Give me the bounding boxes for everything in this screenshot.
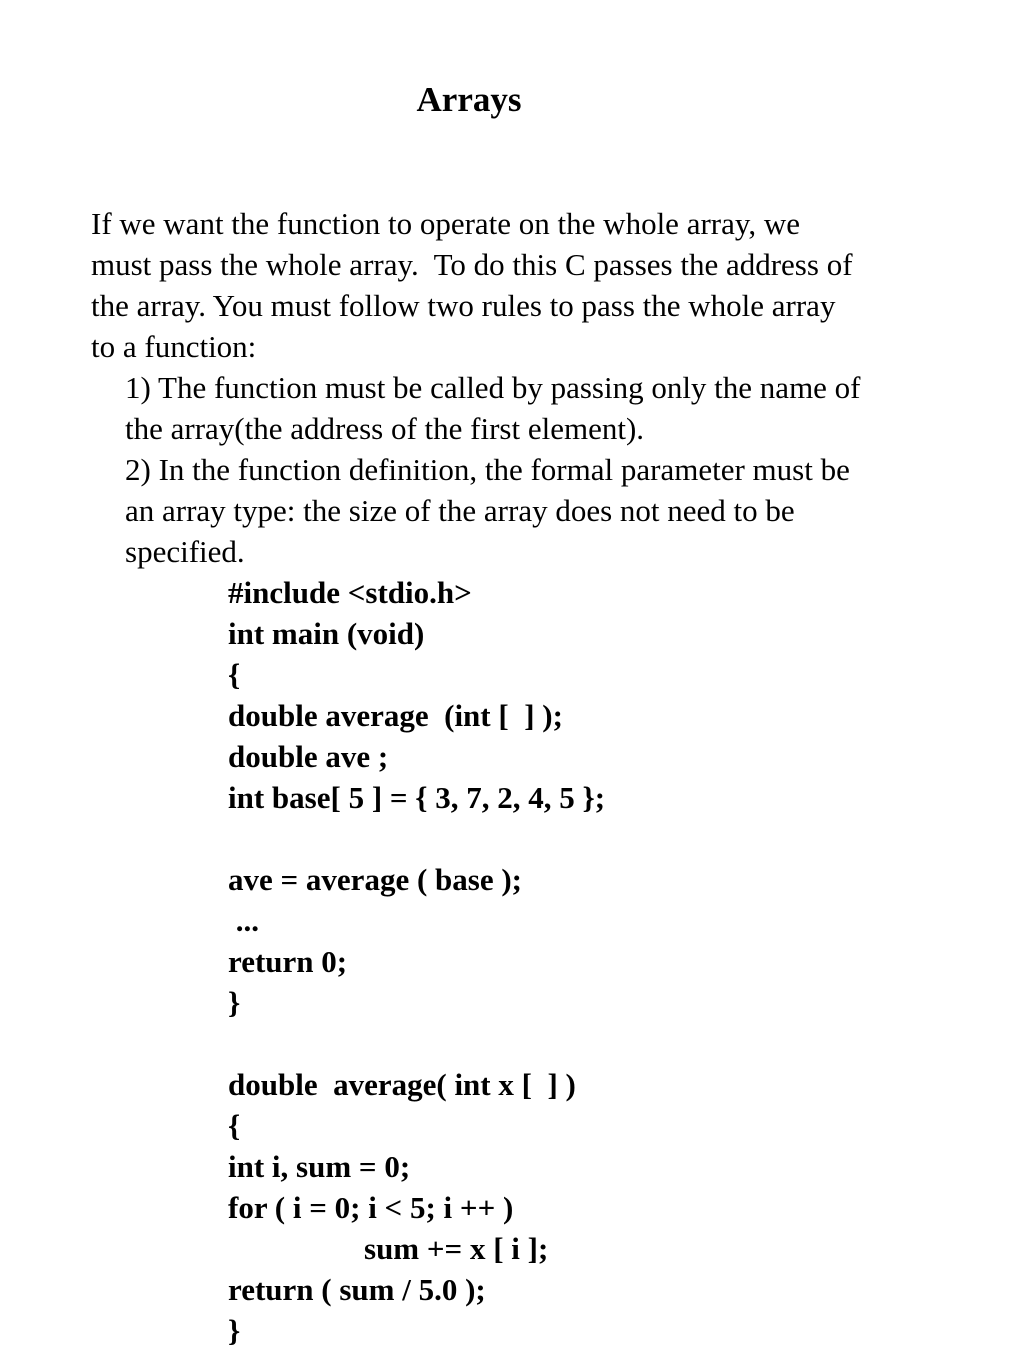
code-line: ...: [228, 903, 259, 938]
code-line: {: [228, 657, 241, 692]
code-line: ave = average ( base );: [228, 862, 522, 897]
code-line: return ( sum / 5.0 );: [228, 1272, 486, 1307]
code-line: double ave ;: [228, 739, 389, 774]
rule-1-line: the array(the address of the first element).: [125, 411, 645, 446]
intro-line: must pass the whole array. To do this C passes the address of: [91, 247, 853, 282]
code-line: }: [228, 985, 241, 1020]
code-line: int i, sum = 0;: [228, 1149, 411, 1184]
rule-2-line: specified.: [125, 534, 245, 569]
code-line: int base[ 5 ] = { 3, 7, 2, 4, 5 };: [228, 780, 606, 815]
code-line: double average (int [ ] );: [228, 698, 563, 733]
code-line: int main (void): [228, 616, 425, 651]
code-line: for ( i = 0; i < 5; i ++ ): [228, 1190, 514, 1225]
code-line: {: [228, 1108, 241, 1143]
rule-2-line: an array type: the size of the array does not need to be: [125, 493, 795, 528]
intro-line: to a function:: [91, 329, 257, 364]
code-line: #include <stdio.h>: [228, 575, 472, 610]
rule-2-line: 2) In the function definition, the formal parameter must be: [125, 452, 850, 487]
intro-line: the array. You must follow two rules to pass the whole array: [91, 288, 836, 323]
code-line: sum += x [ i ];: [364, 1231, 549, 1266]
code-line: double average( int x [ ] ): [228, 1067, 576, 1102]
intro-line: If we want the function to operate on the whole array, we: [91, 206, 800, 241]
code-line: return 0;: [228, 944, 348, 979]
code-line: }: [228, 1313, 241, 1348]
page-title: Arrays: [416, 80, 522, 119]
rule-1-line: 1) The function must be called by passing only the name of: [125, 370, 861, 405]
